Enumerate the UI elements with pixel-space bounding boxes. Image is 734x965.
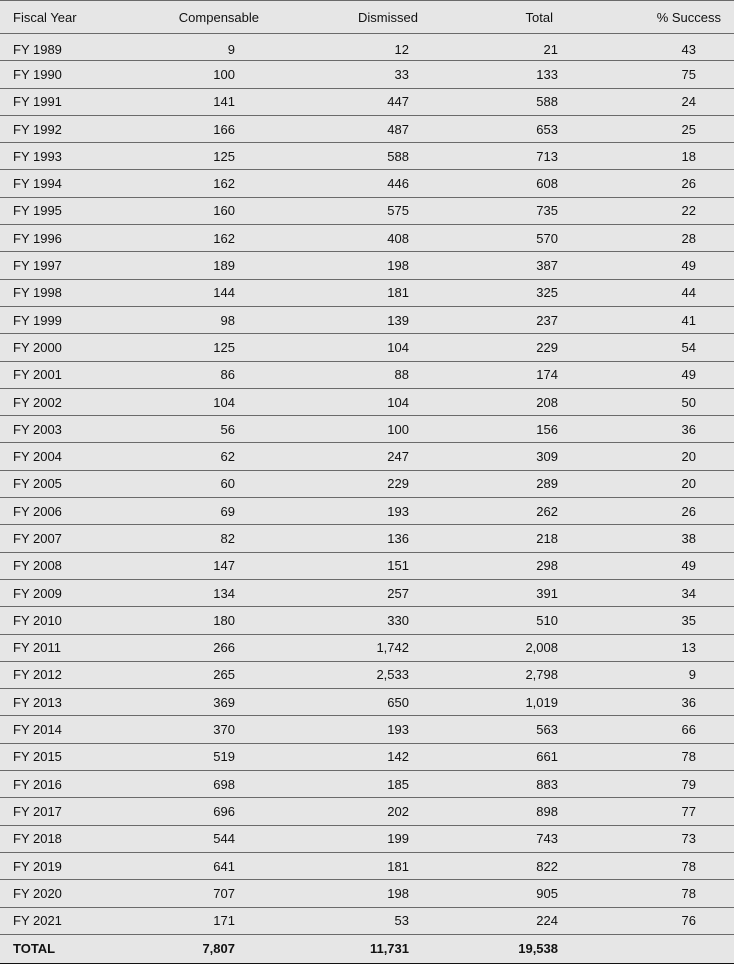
table-row xyxy=(0,170,734,197)
cell-dismissed: 1,742 xyxy=(265,634,440,661)
table-row xyxy=(0,279,734,306)
cell-dismissed: 575 xyxy=(265,197,440,224)
total-success xyxy=(590,934,734,963)
cell-success: 78 xyxy=(590,852,734,879)
cell-compensable: 189 xyxy=(110,252,265,279)
cell-dismissed: 53 xyxy=(265,907,440,934)
cell-total: 2,008 xyxy=(440,634,590,661)
cell-total: 2,798 xyxy=(440,661,590,688)
cell-dismissed: 193 xyxy=(265,716,440,743)
cell-fiscal-year: FY 2013 xyxy=(0,689,110,716)
cell-fiscal-year: FY 2004 xyxy=(0,443,110,470)
cell-success: 66 xyxy=(590,716,734,743)
table-row xyxy=(0,498,734,525)
cell-total: 289 xyxy=(440,470,590,497)
cell-total: 391 xyxy=(440,579,590,606)
cell-dismissed: 142 xyxy=(265,743,440,770)
cell-fiscal-year: FY 2016 xyxy=(0,771,110,798)
cell-compensable: 266 xyxy=(110,634,265,661)
cell-compensable: 544 xyxy=(110,825,265,852)
cell-fiscal-year: FY 2012 xyxy=(0,661,110,688)
cell-success: 79 xyxy=(590,771,734,798)
cell-total: 563 xyxy=(440,716,590,743)
cell-total: 570 xyxy=(440,225,590,252)
cell-fiscal-year: FY 2008 xyxy=(0,552,110,579)
cell-dismissed: 185 xyxy=(265,771,440,798)
table-row xyxy=(0,689,734,716)
cell-compensable: 147 xyxy=(110,552,265,579)
cell-compensable: 166 xyxy=(110,115,265,142)
cell-dismissed: 487 xyxy=(265,115,440,142)
header-row xyxy=(0,1,734,34)
cell-success: 9 xyxy=(590,661,734,688)
cell-total: 713 xyxy=(440,143,590,170)
cell-compensable: 9 xyxy=(110,34,265,61)
cell-fiscal-year: FY 2002 xyxy=(0,388,110,415)
cell-dismissed: 193 xyxy=(265,498,440,525)
table-row xyxy=(0,361,734,388)
table-row xyxy=(0,34,734,61)
cell-compensable: 180 xyxy=(110,607,265,634)
cell-success: 26 xyxy=(590,170,734,197)
cell-total: 1,019 xyxy=(440,689,590,716)
cell-success: 20 xyxy=(590,470,734,497)
cell-compensable: 698 xyxy=(110,771,265,798)
cell-total: 262 xyxy=(440,498,590,525)
cell-fiscal-year: FY 2003 xyxy=(0,416,110,443)
cell-success: 50 xyxy=(590,388,734,415)
cell-compensable: 82 xyxy=(110,525,265,552)
cell-total: 822 xyxy=(440,852,590,879)
cell-total: 898 xyxy=(440,798,590,825)
cell-success: 35 xyxy=(590,607,734,634)
cell-success: 77 xyxy=(590,798,734,825)
cell-success: 13 xyxy=(590,634,734,661)
cell-success: 49 xyxy=(590,252,734,279)
table-row xyxy=(0,61,734,88)
cell-total: 174 xyxy=(440,361,590,388)
cell-total: 224 xyxy=(440,907,590,934)
cell-success: 36 xyxy=(590,416,734,443)
cell-total: 208 xyxy=(440,388,590,415)
cell-total: 387 xyxy=(440,252,590,279)
cell-fiscal-year: FY 2005 xyxy=(0,470,110,497)
cell-fiscal-year: FY 1994 xyxy=(0,170,110,197)
cell-fiscal-year: FY 1995 xyxy=(0,197,110,224)
cell-fiscal-year: FY 2009 xyxy=(0,579,110,606)
cell-dismissed: 100 xyxy=(265,416,440,443)
header-total: Total xyxy=(440,1,590,34)
table-row xyxy=(0,552,734,579)
cell-total: 905 xyxy=(440,880,590,907)
cell-fiscal-year: FY 1999 xyxy=(0,306,110,333)
cell-total: 608 xyxy=(440,170,590,197)
total-total: 19,538 xyxy=(440,934,590,963)
table-row xyxy=(0,852,734,879)
cell-compensable: 56 xyxy=(110,416,265,443)
cell-success: 78 xyxy=(590,743,734,770)
table-row xyxy=(0,252,734,279)
cell-compensable: 125 xyxy=(110,334,265,361)
cell-success: 36 xyxy=(590,689,734,716)
cell-success: 34 xyxy=(590,579,734,606)
cell-dismissed: 650 xyxy=(265,689,440,716)
cell-fiscal-year: FY 1990 xyxy=(0,61,110,88)
cell-total: 309 xyxy=(440,443,590,470)
cell-compensable: 369 xyxy=(110,689,265,716)
cell-dismissed: 229 xyxy=(265,470,440,497)
table-row xyxy=(0,470,734,497)
table-row xyxy=(0,225,734,252)
table-row xyxy=(0,197,734,224)
cell-dismissed: 198 xyxy=(265,880,440,907)
cell-fiscal-year: FY 1993 xyxy=(0,143,110,170)
table-row xyxy=(0,880,734,907)
cell-compensable: 519 xyxy=(110,743,265,770)
cell-dismissed: 88 xyxy=(265,361,440,388)
cell-success: 49 xyxy=(590,552,734,579)
table-row xyxy=(0,416,734,443)
cell-dismissed: 139 xyxy=(265,306,440,333)
cell-dismissed: 198 xyxy=(265,252,440,279)
cell-compensable: 162 xyxy=(110,225,265,252)
total-label: TOTAL xyxy=(0,934,110,963)
table-row xyxy=(0,88,734,115)
cell-fiscal-year: FY 2019 xyxy=(0,852,110,879)
cell-total: 218 xyxy=(440,525,590,552)
cell-dismissed: 136 xyxy=(265,525,440,552)
cell-fiscal-year: FY 2018 xyxy=(0,825,110,852)
cell-fiscal-year: FY 2011 xyxy=(0,634,110,661)
cell-compensable: 100 xyxy=(110,61,265,88)
cell-fiscal-year: FY 2014 xyxy=(0,716,110,743)
cell-fiscal-year: FY 1992 xyxy=(0,115,110,142)
cell-compensable: 696 xyxy=(110,798,265,825)
header-compensable: Compensable xyxy=(110,1,265,34)
table-row xyxy=(0,579,734,606)
cell-compensable: 171 xyxy=(110,907,265,934)
table-row xyxy=(0,143,734,170)
total-compensable: 7,807 xyxy=(110,934,265,963)
cell-dismissed: 408 xyxy=(265,225,440,252)
total-dismissed: 11,731 xyxy=(265,934,440,963)
cell-fiscal-year: FY 2010 xyxy=(0,607,110,634)
cell-total: 156 xyxy=(440,416,590,443)
cell-success: 76 xyxy=(590,907,734,934)
cell-fiscal-year: FY 2007 xyxy=(0,525,110,552)
cell-total: 743 xyxy=(440,825,590,852)
table-row xyxy=(0,525,734,552)
table-row xyxy=(0,634,734,661)
cell-compensable: 134 xyxy=(110,579,265,606)
cell-compensable: 641 xyxy=(110,852,265,879)
cell-fiscal-year: FY 2020 xyxy=(0,880,110,907)
cell-compensable: 370 xyxy=(110,716,265,743)
cell-total: 229 xyxy=(440,334,590,361)
cell-compensable: 144 xyxy=(110,279,265,306)
table-row xyxy=(0,825,734,852)
cell-compensable: 141 xyxy=(110,88,265,115)
table-row xyxy=(0,388,734,415)
cell-fiscal-year: FY 2017 xyxy=(0,798,110,825)
header-dismissed: Dismissed xyxy=(265,1,440,34)
cell-total: 510 xyxy=(440,607,590,634)
table-row xyxy=(0,334,734,361)
cell-fiscal-year: FY 1996 xyxy=(0,225,110,252)
cell-compensable: 265 xyxy=(110,661,265,688)
cell-success: 54 xyxy=(590,334,734,361)
cell-dismissed: 181 xyxy=(265,279,440,306)
cell-fiscal-year: FY 1997 xyxy=(0,252,110,279)
table-row xyxy=(0,743,734,770)
cell-success: 43 xyxy=(590,34,734,61)
cell-dismissed: 33 xyxy=(265,61,440,88)
cell-success: 24 xyxy=(590,88,734,115)
cell-dismissed: 330 xyxy=(265,607,440,634)
table-row xyxy=(0,716,734,743)
cell-fiscal-year: FY 2000 xyxy=(0,334,110,361)
table-body xyxy=(0,34,734,964)
cell-compensable: 162 xyxy=(110,170,265,197)
table-row xyxy=(0,907,734,934)
cell-total: 735 xyxy=(440,197,590,224)
cell-dismissed: 104 xyxy=(265,388,440,415)
cell-dismissed: 181 xyxy=(265,852,440,879)
cell-compensable: 160 xyxy=(110,197,265,224)
cell-success: 20 xyxy=(590,443,734,470)
cell-fiscal-year: FY 2001 xyxy=(0,361,110,388)
cell-dismissed: 12 xyxy=(265,34,440,61)
cell-dismissed: 446 xyxy=(265,170,440,197)
cell-fiscal-year: FY 1998 xyxy=(0,279,110,306)
cell-compensable: 104 xyxy=(110,388,265,415)
cell-fiscal-year: FY 2006 xyxy=(0,498,110,525)
cell-total: 237 xyxy=(440,306,590,333)
cell-success: 18 xyxy=(590,143,734,170)
cell-success: 75 xyxy=(590,61,734,88)
table-row xyxy=(0,661,734,688)
cell-compensable: 707 xyxy=(110,880,265,907)
table-row xyxy=(0,443,734,470)
cell-dismissed: 2,533 xyxy=(265,661,440,688)
cell-total: 883 xyxy=(440,771,590,798)
cell-success: 41 xyxy=(590,306,734,333)
cell-compensable: 98 xyxy=(110,306,265,333)
cell-total: 325 xyxy=(440,279,590,306)
cell-dismissed: 104 xyxy=(265,334,440,361)
cell-total: 21 xyxy=(440,34,590,61)
cell-dismissed: 199 xyxy=(265,825,440,852)
cell-dismissed: 257 xyxy=(265,579,440,606)
table-header xyxy=(0,1,734,34)
cell-success: 44 xyxy=(590,279,734,306)
table-row xyxy=(0,798,734,825)
cell-fiscal-year: FY 2021 xyxy=(0,907,110,934)
cell-success: 38 xyxy=(590,525,734,552)
cell-total: 298 xyxy=(440,552,590,579)
cell-total: 133 xyxy=(440,61,590,88)
cell-total: 588 xyxy=(440,88,590,115)
cell-compensable: 62 xyxy=(110,443,265,470)
header-success: % Success xyxy=(590,1,734,34)
cell-fiscal-year: FY 1989 xyxy=(0,34,110,61)
table-row xyxy=(0,115,734,142)
cell-compensable: 125 xyxy=(110,143,265,170)
cell-success: 25 xyxy=(590,115,734,142)
cell-fiscal-year: FY 1991 xyxy=(0,88,110,115)
cell-fiscal-year: FY 2015 xyxy=(0,743,110,770)
cell-total: 653 xyxy=(440,115,590,142)
cell-dismissed: 151 xyxy=(265,552,440,579)
cell-success: 49 xyxy=(590,361,734,388)
cell-dismissed: 447 xyxy=(265,88,440,115)
table-row xyxy=(0,771,734,798)
cell-success: 28 xyxy=(590,225,734,252)
header-fiscal-year: Fiscal Year xyxy=(0,1,110,34)
cell-compensable: 86 xyxy=(110,361,265,388)
table-row xyxy=(0,607,734,634)
cell-success: 73 xyxy=(590,825,734,852)
cell-compensable: 60 xyxy=(110,470,265,497)
cell-total: 661 xyxy=(440,743,590,770)
cell-success: 22 xyxy=(590,197,734,224)
cell-success: 78 xyxy=(590,880,734,907)
cell-dismissed: 202 xyxy=(265,798,440,825)
cell-dismissed: 588 xyxy=(265,143,440,170)
table-row xyxy=(0,306,734,333)
cell-success: 26 xyxy=(590,498,734,525)
cell-dismissed: 247 xyxy=(265,443,440,470)
total-row xyxy=(0,934,734,963)
cell-compensable: 69 xyxy=(110,498,265,525)
